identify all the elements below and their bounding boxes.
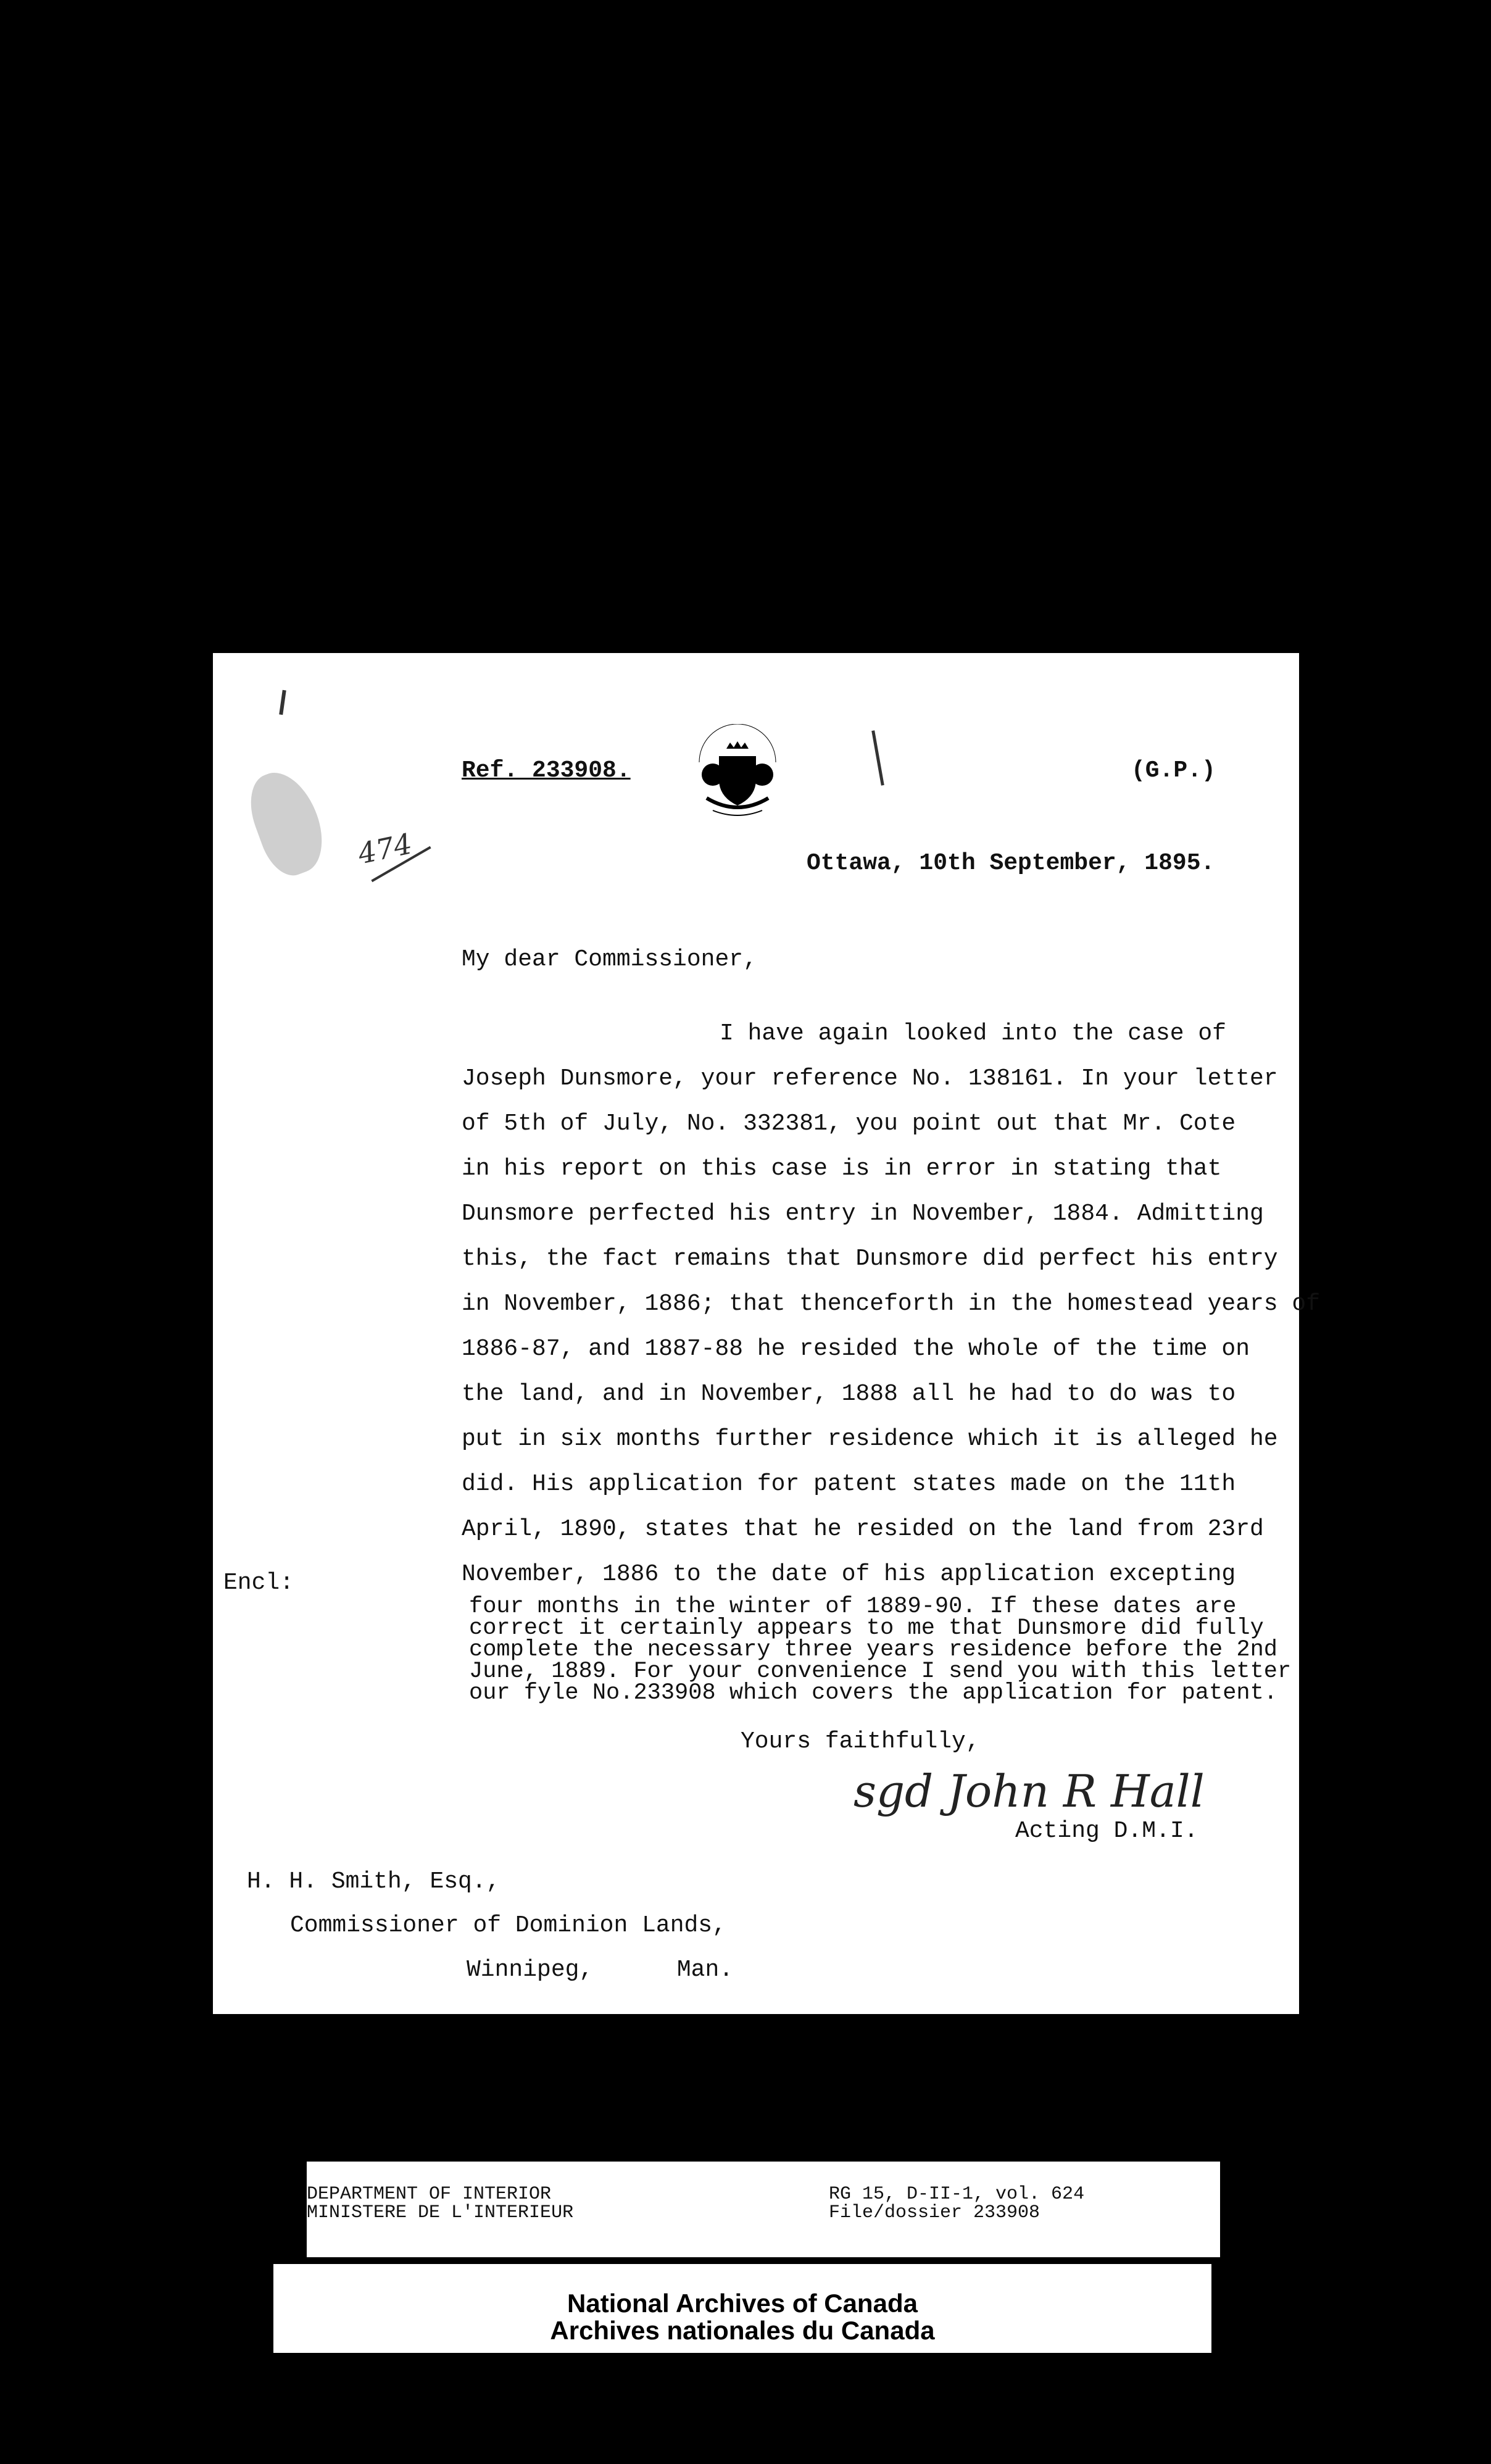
closing: Yours faithfully, [741,1728,980,1755]
archives-name-en: National Archives of Canada [567,2289,918,2318]
addressee-city: Winnipeg, [467,1957,594,1983]
margin-stain [240,763,334,883]
body-line: four months in the winter of 1889-90. If these dates are [469,1594,1237,1620]
body-line: of 5th of July, No. 332381, you point out that Mr. Cote [462,1110,1236,1137]
archives-label [273,2264,1211,2353]
archive-reference [829,2185,1084,2222]
body-line: did. His application for patent states made on the 11th [462,1471,1236,1497]
body-line: put in six months further residence which it is alleged he [462,1426,1278,1452]
addressee-province: Man. [676,1957,734,1983]
addressee-title: Commissioner of Dominion Lands, [290,1912,726,1939]
file-marker: (G.P.) [1131,757,1216,784]
department-fr: MINISTERE DE L'INTERIEUR [307,2202,574,2223]
body-line: the land, and in November, 1888 all he had to do was to [462,1381,1236,1407]
letter-body [462,1011,1320,1597]
department-seal-icon [688,724,787,829]
salutation: My dear Commissioner, [462,946,757,973]
department-names [307,2185,573,2222]
letter-body-continued [469,1596,1291,1704]
archive-reference-tag [307,2162,1220,2257]
body-line: April, 1890, states that he resided on the land from 23rd [462,1516,1264,1542]
department-en: DEPARTMENT OF INTERIOR [307,2184,552,2205]
body-line: Joseph Dunsmore, your reference No. 138161. In your letter [462,1065,1278,1092]
body-line: our fyle No.233908 which covers the application for patent. [469,1680,1278,1706]
addressee-name: H. H. Smith, Esq., [247,1868,500,1895]
addressee-location [467,1958,733,1982]
record-group: RG 15, D-II-1, vol. 624 [829,2184,1085,2205]
body-line: this, the fact remains that Dunsmore did perfect his entry [462,1246,1278,1272]
margin-vertical-mark [871,730,884,786]
body-line: June, 1889. For your convenience I send you with this letter [469,1659,1292,1684]
body-line: 1886-87, and 1887-88 he resided the whole of the time on [462,1336,1250,1362]
body-line: I have again looked into the case of [720,1020,1226,1047]
body-line: in November, 1886; that thenceforth in the homestead years of [462,1291,1321,1317]
body-line: November, 1886 to the date of his application excepting [462,1561,1236,1588]
enclosure-label: Encl: [223,1570,294,1596]
letter-page [213,653,1321,2014]
handwritten-signature: sgd John R Hall [853,1765,1205,1817]
margin-pen-mark [279,690,286,715]
archives-name-fr: Archives nationales du Canada [550,2316,935,2345]
file-dossier: File/dossier 233908 [829,2202,1040,2223]
body-line: correct it certainly appears to me that Dunsmore did fully [469,1615,1264,1641]
reference-number: Ref. 233908. [462,757,631,784]
margin-number: 474 [355,826,415,871]
place-date: Ottawa, 10th September, 1895. [807,850,1215,876]
body-line: Dunsmore perfected his entry in November, 1884. Admitting [462,1201,1264,1227]
signature-title: Acting D.M.I. [1015,1818,1198,1844]
body-line: complete the necessary three years residence before the 2nd [469,1637,1278,1663]
body-line: in his report on this case is in error in stating that [462,1155,1222,1182]
